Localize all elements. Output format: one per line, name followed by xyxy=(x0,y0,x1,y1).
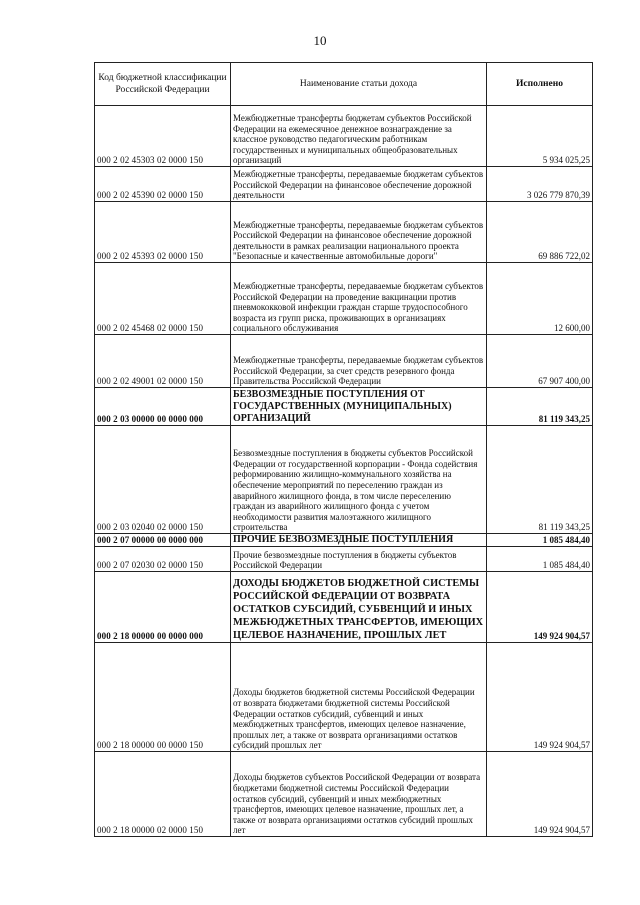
table-header-row xyxy=(95,63,593,106)
table-row xyxy=(95,572,593,643)
header-code: Код бюджетной классификации Российской Федерации xyxy=(95,63,231,106)
row-code: 000 2 02 45468 02 0000 150 xyxy=(95,263,231,335)
table-row xyxy=(95,534,593,547)
row-amount: 69 886 722,02 xyxy=(487,202,593,263)
row-name: Межбюджетные трансферты, передаваемые бюджетам субъектов Российской Федерации, за счет средств резервного фонда Правительства Российской Федерации xyxy=(231,335,487,388)
row-name: Межбюджетные трансферты, передаваемые бюджетам субъектов Российской Федерации на финансовое обеспечение дорожной деятельности в рамках реализации национального проекта "Безопасные и качественные автомобильные дороги" xyxy=(231,202,487,263)
row-name: ДОХОДЫ БЮДЖЕТОВ БЮДЖЕТНОЙ СИСТЕМЫ РОССИЙСКОЙ ФЕДЕРАЦИИ ОТ ВОЗВРАТА ОСТАТКОВ СУБСИДИЙ, СУБВЕНЦИЙ И ИНЫХ МЕЖБЮДЖЕТНЫХ ТРАНСФЕРТОВ, ИМЕЮЩИХ ЦЕЛЕВОЕ НАЗНАЧЕНИЕ, ПРОШЛЫХ ЛЕТ xyxy=(231,572,487,643)
row-amount: 81 119 343,25 xyxy=(487,426,593,534)
header-executed: Исполнено xyxy=(487,63,593,106)
row-code: 000 2 07 02030 02 0000 150 xyxy=(95,547,231,572)
row-amount: 1 085 484,40 xyxy=(487,547,593,572)
row-name: Межбюджетные трансферты, передаваемые бюджетам субъектов Российской Федерации на проведение вакцинации против пневмококковой инфекции граждан старше трудоспособного возраста из групп риска, проживающих в организациях социального обслуживания xyxy=(231,263,487,335)
row-amount: 12 600,00 xyxy=(487,263,593,335)
row-name: Прочие безвозмездные поступления в бюджеты субъектов Российской Федерации xyxy=(231,547,487,572)
row-name: Доходы бюджетов бюджетной системы Российской Федерации от возврата бюджетами бюджетной системы Российской Федерации остатков субсидий, субвенций и иных межбюджетных трансфертов, имеющих целевое назначение, прошлых лет, а также от возврата организациями остатков субсидий прошлых лет xyxy=(231,643,487,752)
table-row xyxy=(95,167,593,202)
row-name: Межбюджетные трансферты, передаваемые бюджетам субъектов Российской Федерации на финансовое обеспечение дорожной деятельности xyxy=(231,167,487,202)
table-row xyxy=(95,263,593,335)
row-code: 000 2 02 45390 02 0000 150 xyxy=(95,167,231,202)
row-code: 000 2 03 02040 02 0000 150 xyxy=(95,426,231,534)
row-code: 000 2 18 00000 00 0000 150 xyxy=(95,643,231,752)
table-row xyxy=(95,752,593,837)
row-code: 000 2 03 00000 00 0000 000 xyxy=(95,388,231,426)
row-name: Доходы бюджетов субъектов Российской Федерации от возврата бюджетами бюджетной системы Российской Федерации остатков субсидий, субвенций и иных межбюджетных трансфертов, имеющих целевое назначение, прошлых лет, а также от возврата организациями остатков субсидий прошлых лет xyxy=(231,752,487,837)
header-name: Наименование статьи дохода xyxy=(231,63,487,106)
row-name: Безвозмездные поступления в бюджеты субъектов Российской Федерации от государственной корпорации - Фонда содействия реформированию жилищно-коммунального хозяйства на обеспечение мероприятий по переселению граждан из аварийного жилищного фонда, в том числе переселению граждан из аварийного жилищного фонда с учетом необходимости развития малоэтажного жилищного строительства xyxy=(231,426,487,534)
row-amount: 67 907 400,00 xyxy=(487,335,593,388)
page-number: 10 xyxy=(313,33,327,48)
table-row xyxy=(95,202,593,263)
row-code: 000 2 18 00000 00 0000 000 xyxy=(95,572,231,643)
row-code: 000 2 02 45303 02 0000 150 xyxy=(95,106,231,167)
row-amount: 149 924 904,57 xyxy=(487,643,593,752)
table-row xyxy=(95,426,593,534)
row-name: ПРОЧИЕ БЕЗВОЗМЕЗДНЫЕ ПОСТУПЛЕНИЯ xyxy=(231,534,487,547)
row-amount: 5 934 025,25 xyxy=(487,106,593,167)
table-row xyxy=(95,547,593,572)
row-name: Межбюджетные трансферты бюджетам субъектов Российской Федерации на ежемесячное денежное вознаграждение за классное руководство педагогическим работникам государственных и муниципальных общеобразовательных организаций xyxy=(231,106,487,167)
row-code: 000 2 02 45393 02 0000 150 xyxy=(95,202,231,263)
row-amount: 81 119 343,25 xyxy=(487,388,593,426)
row-code: 000 2 02 49001 02 0000 150 xyxy=(95,335,231,388)
table-row xyxy=(95,106,593,167)
row-code: 000 2 18 00000 02 0000 150 xyxy=(95,752,231,837)
row-code: 000 2 07 00000 00 0000 000 xyxy=(95,534,231,547)
table-row xyxy=(95,335,593,388)
row-amount: 149 924 904,57 xyxy=(487,752,593,837)
row-amount: 3 026 779 870,39 xyxy=(487,167,593,202)
row-amount: 1 085 484,40 xyxy=(487,534,593,547)
table-row xyxy=(95,388,593,426)
table-row xyxy=(95,643,593,752)
row-name: БЕЗВОЗМЕЗДНЫЕ ПОСТУПЛЕНИЯ ОТ ГОСУДАРСТВЕННЫХ (МУНИЦИПАЛЬНЫХ) ОРГАНИЗАЦИЙ xyxy=(231,388,487,426)
revenue-table xyxy=(94,62,593,837)
row-amount: 149 924 904,57 xyxy=(487,572,593,643)
